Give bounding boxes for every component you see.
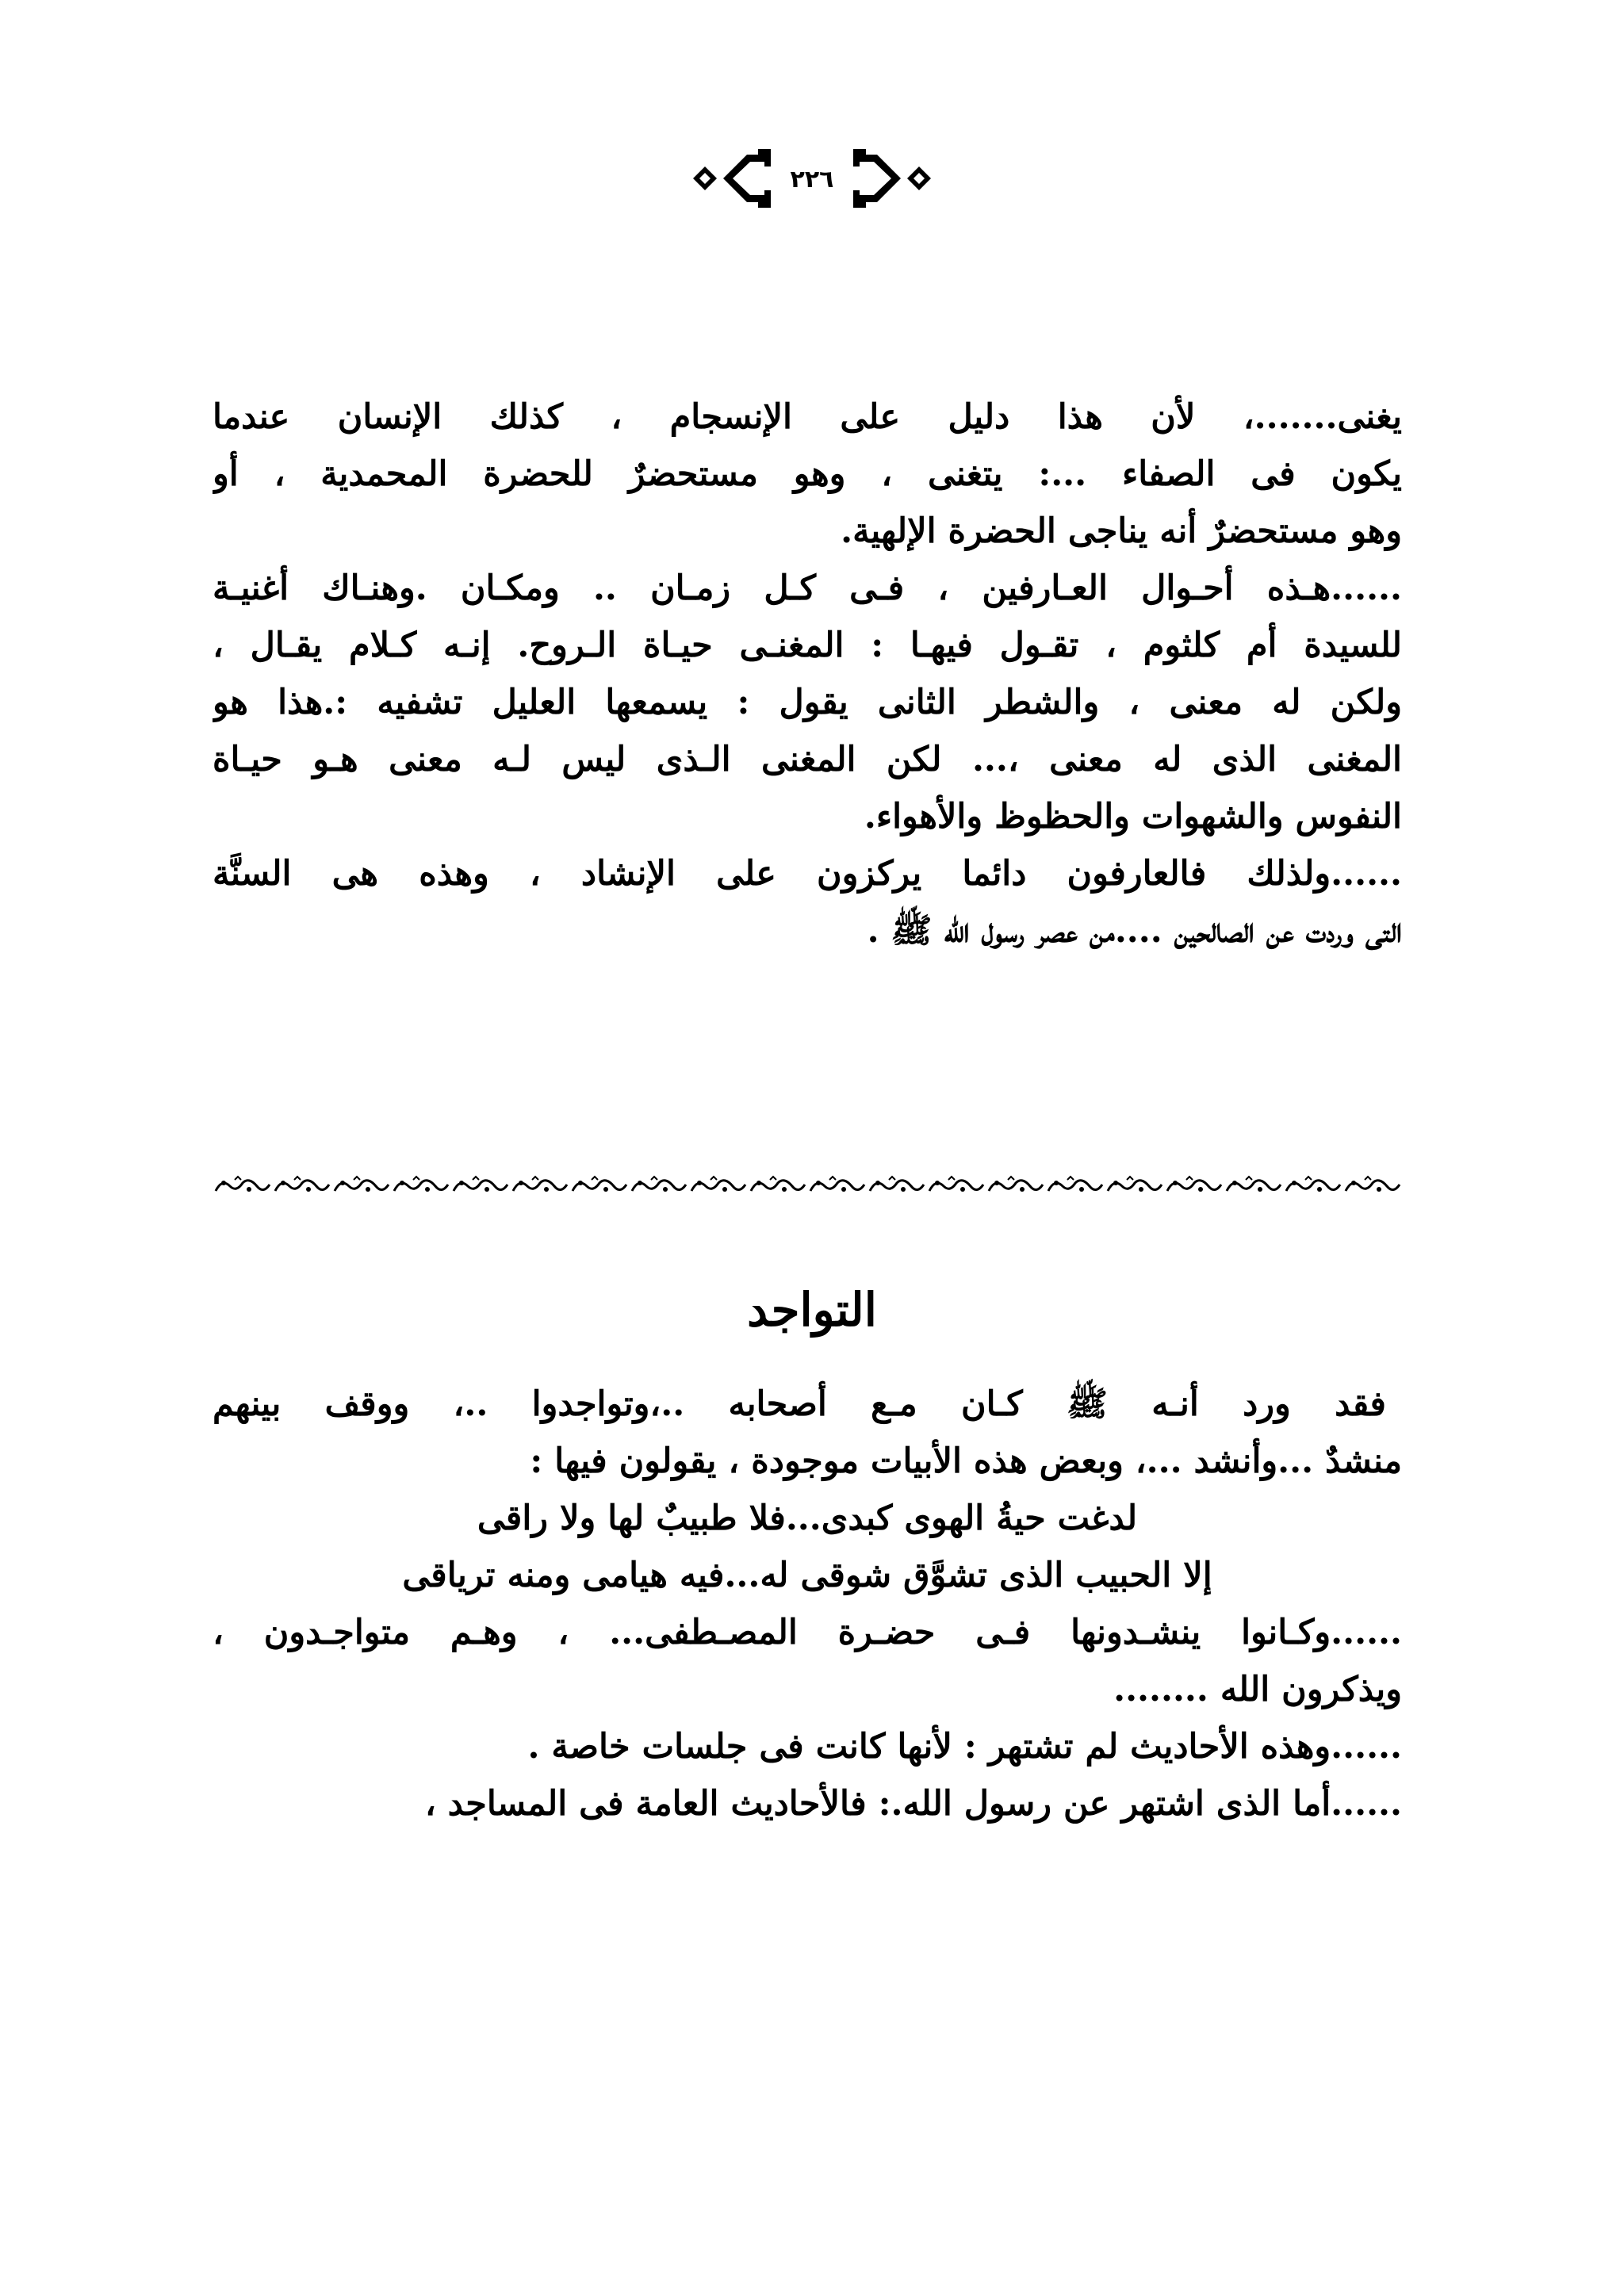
poem-verse: لدغت حيةُ الهوى كبدى...فلا طبيبٌ لها ولا راقى [477, 1499, 1138, 1538]
section-title: التواجد [747, 1283, 877, 1337]
paragraph-line: ويذكرون الله ........ [1113, 1670, 1402, 1709]
page-number-ornament [685, 143, 939, 214]
text-block-2 [213, 1376, 1402, 1832]
text-block-1 [213, 389, 1402, 959]
paragraph-line: ولكن له معنى ، والشطر الثانى يقول : يسمعها العليل تشفيه :.هذا هو [213, 683, 1402, 722]
paragraph-line: التى وردت عن الصالحين ....من عصر رسول الله ﷺ . [867, 911, 1402, 951]
paragraph-line: منشدٌ ...وأنشد ...، وبعض هذه الأبيات موجودة ، يقولون فيها : [530, 1441, 1402, 1481]
ornamental-divider [213, 1175, 1402, 1197]
poem-verse: إلا الحبيب الذى تشوَّق شوقى له...فيه هيامى ومنه ترياقى [402, 1556, 1212, 1595]
paragraph-line: يكون فى الصفاء ...: يتغنى ، وهو مستحضرٌ للحضرة المحمدية ، أو [213, 454, 1402, 494]
paragraph-line: يغنى.......، لأن هذا دليل على الإنسجام ، كذلك الإنسان عندما [213, 397, 1402, 437]
paragraph-line: للسيدة أم كلثوم ، تقـول فيهـا : المغنـى حيـاة الـروح. إنـه كـلام يقـال ، [213, 626, 1402, 665]
page-number: ٢٢٦ [790, 166, 834, 193]
page-number-header [0, 143, 1624, 214]
paragraph-line: النفوس والشهوات والحظوظ والأهواء. [864, 797, 1402, 836]
paragraph-line: ......وهذه الأحاديث لم تشتهر : لأنها كانت فى جلسات خاصة . [527, 1727, 1402, 1767]
paragraph-line: وهو مستحضرٌ أنه يناجى الحضرة الإلهية. [841, 511, 1402, 551]
paragraph-line: فقد ورد أنـه ﷺ كـان مـع أصحابه ..،وتواجدوا ..، ووقف بينهم [213, 1384, 1386, 1424]
paragraph-line: ......وكـانوا ينشـدونها فـى حضـرة المصـطفى... ، وهـم متواجـدون ، [213, 1613, 1402, 1652]
paragraph-line: المغنى الذى له معنى ،... لكن المغنى الـذى ليس لـه معنى هـو حيـاة [213, 740, 1402, 779]
paragraph-line: ......ولذلك فالعارفون دائما يركزون على الإنشاد ، وهذه هى السنَّة [213, 854, 1402, 894]
paragraph-line: ......هـذه أحـوال العـارفين ، فـى كـل زمـان .. ومكـان .وهنـاك أغنيـة [213, 568, 1402, 608]
paragraph-line: ......أما الذى اشتهر عن رسول الله.: فالأحاديث العامة فى المساجد ، [424, 1784, 1402, 1824]
